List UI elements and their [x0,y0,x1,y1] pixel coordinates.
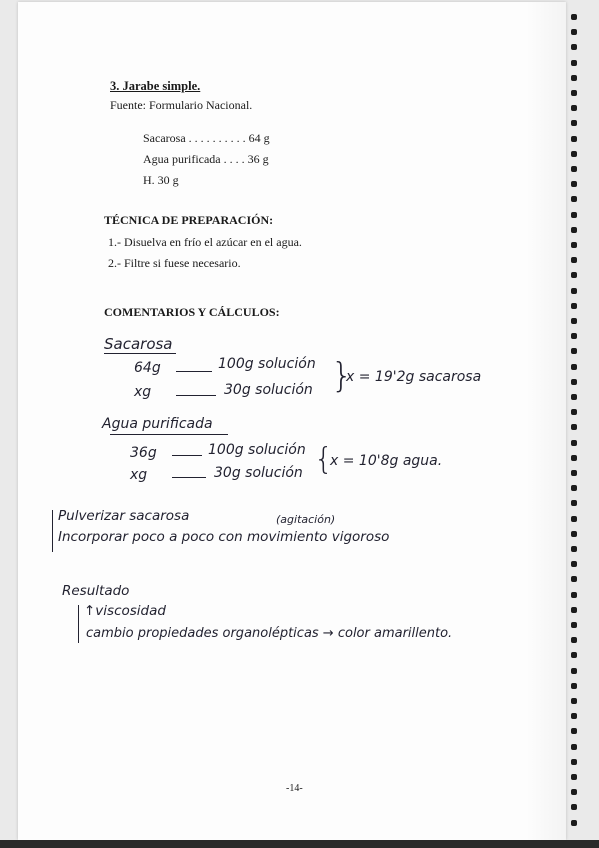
spiral-ring [571,759,577,765]
spiral-ring [571,607,577,613]
section-title: 3. Jarabe simple. [110,79,201,93]
spiral-ring [571,288,577,294]
spiral-ring [571,242,577,248]
hw-sac-line1-left: 64g [134,360,161,376]
bottom-edge [0,840,599,848]
spiral-ring [571,470,577,476]
spiral-ring [571,789,577,795]
page-number: -14- [286,783,303,794]
technique-step-2: 2.- Filtre si fuese necesario. [108,256,241,270]
spiral-ring [571,303,577,309]
hw-agua-result: x = 10'8g agua. [330,453,443,469]
spiral-ring [571,379,577,385]
hw-brace: { [314,442,334,477]
spiral-ring [571,485,577,491]
page-shade [526,2,566,840]
spiral-ring [571,637,577,643]
spiral-ring [571,409,577,415]
spiral-ring [571,394,577,400]
hw-dash [176,371,212,372]
spiral-ring [571,820,577,826]
formula-item-sacarosa: Sacarosa . . . . . . . . . . 64 g [143,131,270,145]
spiral-ring [571,348,577,354]
hw-sac-line2-right: 30g solución [224,382,313,398]
spiral-ring [571,561,577,567]
hw-result-title: Resultado [62,583,130,599]
spiral-ring [571,683,577,689]
formula-item-agua: Agua purificada . . . . 36 g [143,152,269,166]
hw-underline [104,353,176,354]
hw-underline [110,434,228,435]
formula-item-h: H. 30 g [143,173,179,187]
hw-result-line2: cambio propiedades organolépticas → color amarillento. [86,626,453,641]
spiral-ring [571,120,577,126]
spiral-ring [571,14,577,20]
spiral-ring [571,424,577,430]
spiral-ring [571,151,577,157]
hw-brace: } [331,356,353,396]
spiral-ring [571,592,577,598]
hw-note-line2: Incorporar poco a poco con movimiento vigoroso [58,529,390,545]
hw-agua-line2-left: xg [130,467,148,483]
hw-bracket [78,605,79,643]
spiral-ring [571,744,577,750]
notebook-page [18,2,566,840]
spiral-ring [571,516,577,522]
hw-bracket [52,510,53,552]
spiral-ring [571,364,577,370]
spiral-ring [571,333,577,339]
spiral-ring [571,713,577,719]
hw-note-line1: Pulverizar sacarosa [58,508,190,524]
spiral-ring [571,728,577,734]
hw-sac-line1-right: 100g solución [218,356,316,372]
hw-note-annotation: (agitación) [276,513,336,526]
hw-agua-line1-right: 100g solución [208,442,306,458]
hw-dash [176,395,216,396]
comments-heading: COMENTARIOS Y CÁLCULOS: [104,305,280,319]
spiral-ring [571,75,577,81]
spiral-ring [571,500,577,506]
spiral-ring [571,455,577,461]
hw-dash [172,455,202,456]
spiral-ring [571,318,577,324]
spiral-ring [571,257,577,263]
hw-sac-line2-left: xg [134,384,152,400]
hw-agua-line2-right: 30g solución [214,465,303,481]
spiral-ring [571,60,577,66]
spiral-ring [571,622,577,628]
spiral-ring [571,440,577,446]
spiral-ring [571,44,577,50]
spiral-binding [571,14,579,834]
hw-result-line1: ↑viscosidad [84,603,166,619]
hw-agua-title: Agua purificada [102,416,213,432]
hw-agua-line1-left: 36g [130,445,157,461]
spiral-ring [571,272,577,278]
spiral-ring [571,774,577,780]
spiral-ring [571,652,577,658]
spiral-ring [571,90,577,96]
source-line: Fuente: Formulario Nacional. [110,98,253,112]
spiral-ring [571,166,577,172]
spiral-ring [571,546,577,552]
spiral-ring [571,212,577,218]
hw-dash [172,477,206,478]
spiral-ring [571,227,577,233]
spiral-ring [571,196,577,202]
spiral-ring [571,105,577,111]
spiral-ring [571,531,577,537]
spiral-ring [571,576,577,582]
technique-heading: TÉCNICA DE PREPARACIÓN: [104,213,274,227]
spiral-ring [571,29,577,35]
hw-sacarosa-title: Sacarosa [104,335,173,353]
spiral-ring [571,668,577,674]
spiral-ring [571,136,577,142]
technique-step-1: 1.- Disuelva en frío el azúcar en el agua. [108,235,302,249]
spiral-ring [571,804,577,810]
spiral-ring [571,698,577,704]
spiral-ring [571,181,577,187]
hw-sac-result: x = 19'2g sacarosa [346,369,482,385]
